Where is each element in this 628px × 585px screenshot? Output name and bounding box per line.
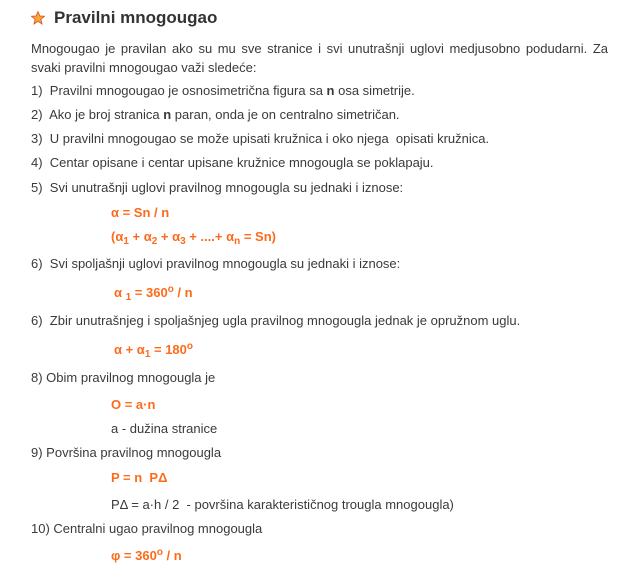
formula-part: (α [111, 229, 124, 244]
formula-part: α + α [114, 342, 145, 357]
list-item-1 [31, 83, 415, 99]
formula-part: / n [173, 285, 193, 300]
list-item-6: 6) Svi spoljašnji uglovi pravilnog mnogougla su jednaki i iznose: [31, 256, 401, 271]
formula-area: P = n PΔ [111, 470, 168, 485]
formula-part: = 180 [150, 342, 187, 357]
formula-sub: 2 [151, 236, 158, 247]
list-item-4: 4) Centar opisane i centar upisane kružnice mnogougla se poklapaju. [31, 155, 434, 170]
area-note: PΔ = a·h / 2 - površina karakterističnog trougla mnogougla) [111, 497, 454, 512]
formula-sub: 1 [144, 349, 151, 360]
formula-sub: 1 [125, 292, 132, 303]
perimeter-note: a - dužina stranice [111, 421, 218, 436]
list-item-2 [31, 107, 400, 123]
formula-perimeter: O = a·n [111, 397, 156, 412]
formula-central-angle [111, 548, 182, 564]
page-title [31, 8, 217, 28]
formula-straight-angle [114, 342, 193, 358]
list-item-8: 8) Obim pravilnog mnogougla je [31, 370, 216, 385]
formula-exterior-angle [114, 285, 193, 301]
formula-interior-angle: α = Sn / n [111, 205, 170, 220]
list-item-5: 5) Svi unutrašnji uglovi pravilnog mnogougla su jednaki i iznose: [31, 180, 404, 195]
formula-angle-sum [111, 229, 276, 245]
formula-sub: 3 [180, 236, 186, 247]
formula-sup: o [186, 341, 193, 352]
formula-sub: 1 [123, 236, 129, 247]
item-text: 1) Pravilni mnogougao je osnosimetrična figura sa [31, 83, 327, 98]
formula-part: = Sn) [240, 229, 276, 244]
star-icon [31, 11, 45, 25]
item-text: osa simetrije. [334, 83, 415, 98]
list-item-10: 10) Centralni ugao pravilnog mnogougla [31, 521, 263, 536]
formula-part: + α [128, 229, 152, 244]
formula-part: φ = 360 [111, 548, 157, 563]
title-text: Pravilni mnogougao [54, 8, 218, 27]
formula-part: α [114, 285, 126, 300]
formula-part: = 360 [131, 285, 168, 300]
list-item-9: 9) Površina pravilnog mnogougla [31, 445, 222, 460]
formula-sup: o [156, 547, 163, 558]
list-item-7: 6) Zbir unutrašnjeg i spoljašnjeg ugla pravilnog mnogougla jednak je opružnom uglu. [31, 313, 521, 328]
formula-part: / n [162, 548, 182, 563]
item-bold: n [163, 107, 172, 122]
item-bold: n [326, 83, 335, 98]
formula-part: + α [157, 229, 181, 244]
item-text: paran, onda je on centralno simetričan. [171, 107, 400, 122]
formula-sup: o [167, 284, 174, 295]
list-item-3: 3) U pravilni mnogougao se može upisati kružnica i oko njega opisati kružnica. [31, 131, 490, 146]
intro-paragraph: Mnogougao je pravilan ako su mu sve stranice i svi unutrašnji uglovi medjusobno podudarni. Za svaki pravilni mnogougao važi sledeće: [31, 41, 608, 75]
formula-part: + ....+ α [185, 229, 235, 244]
item-text: 2) Ako je broj stranica [31, 107, 164, 122]
formula-sub: n [234, 236, 241, 247]
